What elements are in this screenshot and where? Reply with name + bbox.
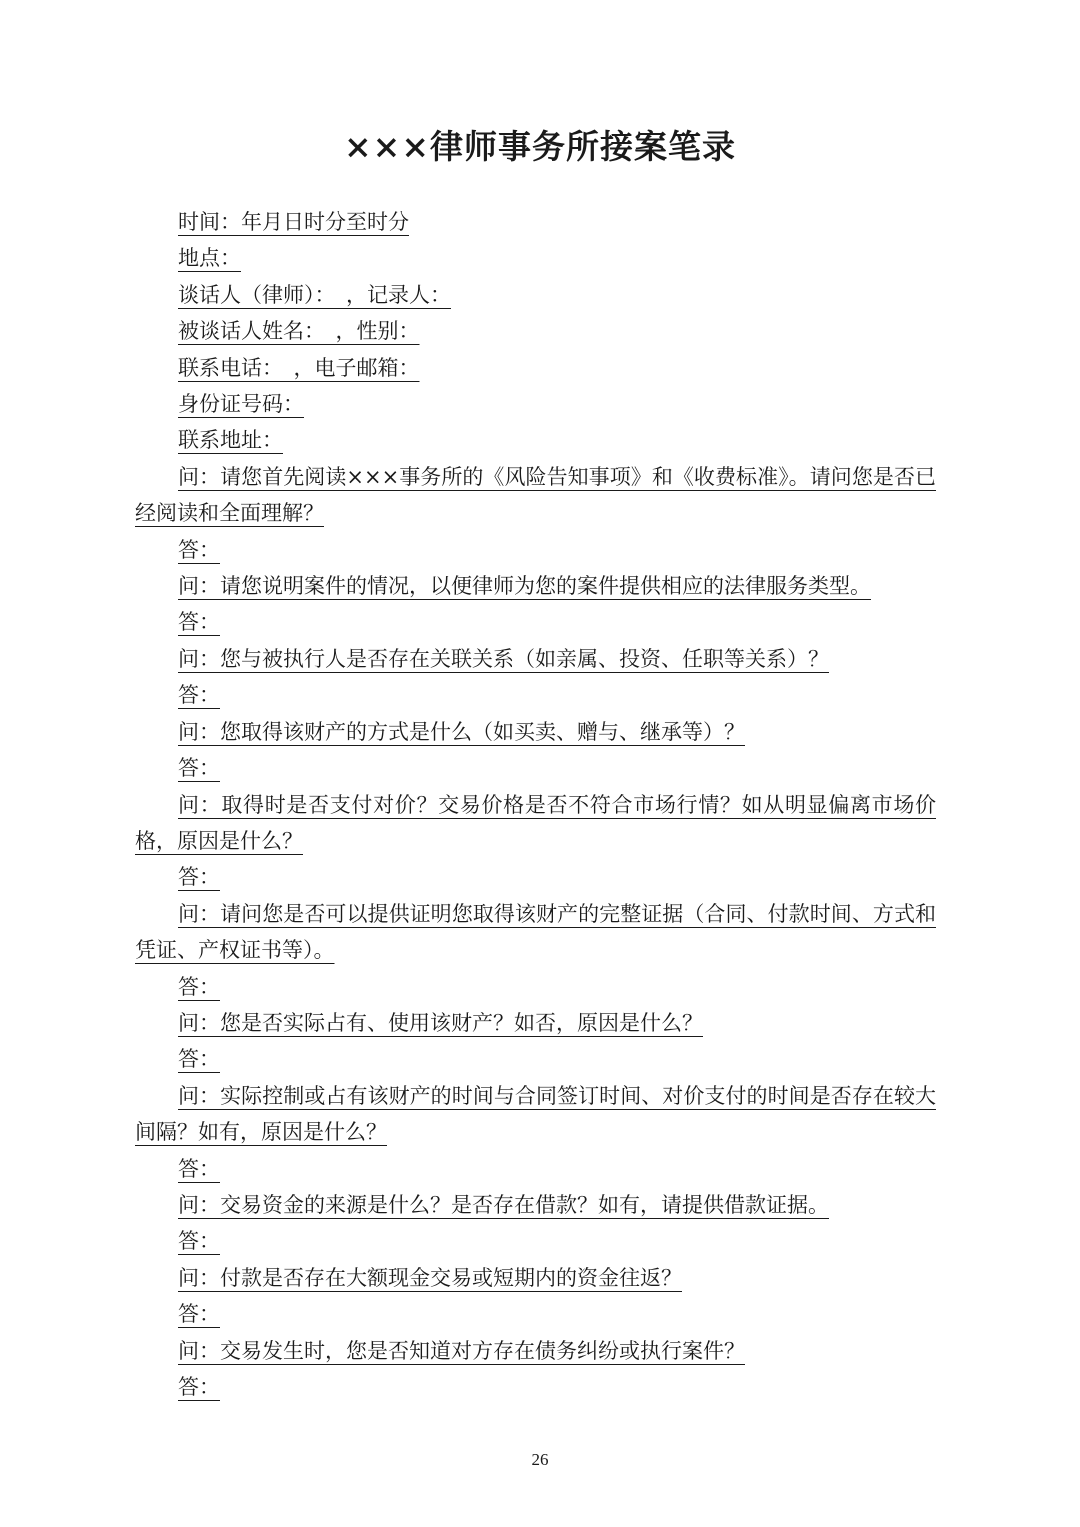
answer: 答：: [178, 1156, 220, 1181]
question: 问：实际控制或占有该财产的时间与合同签订时间、对价支付的时间是否存在较大间隔？如有，原因是什么？: [135, 1083, 936, 1145]
field-id-number: 身份证号码：: [178, 392, 304, 417]
answer: 答：: [178, 865, 220, 890]
field-interviewer: 谈话人（律师）： ，记录人：: [178, 282, 451, 307]
answer: 答：: [178, 610, 220, 635]
page-number: 26: [531, 1450, 549, 1469]
question: 问：您与被执行人是否存在关联关系（如亲属、投资、任职等关系）？: [178, 646, 829, 671]
answer: 答：: [178, 1375, 220, 1399]
field-interviewee: 被谈话人姓名： ，性别：: [178, 319, 420, 344]
answer: 答：: [178, 683, 220, 708]
field-location: 地点：: [178, 246, 241, 271]
answer: 答：: [178, 1047, 220, 1072]
question: 问：请问您是否可以提供证明您取得该财产的完整证据（合同、付款时间、方式和凭证、产权证书等）。: [135, 901, 936, 963]
field-address: 联系地址：: [178, 428, 283, 453]
answer: 答：: [178, 974, 220, 999]
answer: 答：: [178, 1302, 220, 1327]
answer: 答：: [178, 1229, 220, 1254]
question: 问：交易资金的来源是什么？是否存在借款？如有，请提供借款证据。: [178, 1192, 829, 1217]
answer: 答：: [178, 756, 220, 781]
question: 问：请您说明案件的情况，以便律师为您的案件提供相应的法律服务类型。: [178, 574, 871, 599]
question: 问：付款是否存在大额现金交易或短期内的资金往返？: [178, 1265, 682, 1290]
question: 问：请您首先阅读×××事务所的《风险告知事项》和《收费标准》。请问您是否已经阅读和全面理解？: [135, 464, 936, 526]
document-body: [135, 204, 936, 1405]
question: 问：您取得该财产的方式是什么（如买卖、赠与、继承等）？: [178, 719, 745, 744]
question: 问：您是否实际占有、使用该财产？如否，原因是什么？: [178, 1010, 703, 1035]
answer: 答：: [178, 537, 220, 562]
field-time: 时间：年月日时分至时分: [178, 210, 409, 234]
question: 问：取得时是否支付对价？交易价格是否不符合市场行情？如从明显偏离市场价格，原因是什么？: [135, 792, 936, 853]
document-title: ×××律师事务所接案笔录: [344, 127, 736, 166]
field-contact: 联系电话： ，电子邮箱：: [178, 355, 420, 380]
question: 问：交易发生时，您是否知道对方存在债务纠纷或执行案件？: [178, 1338, 745, 1363]
